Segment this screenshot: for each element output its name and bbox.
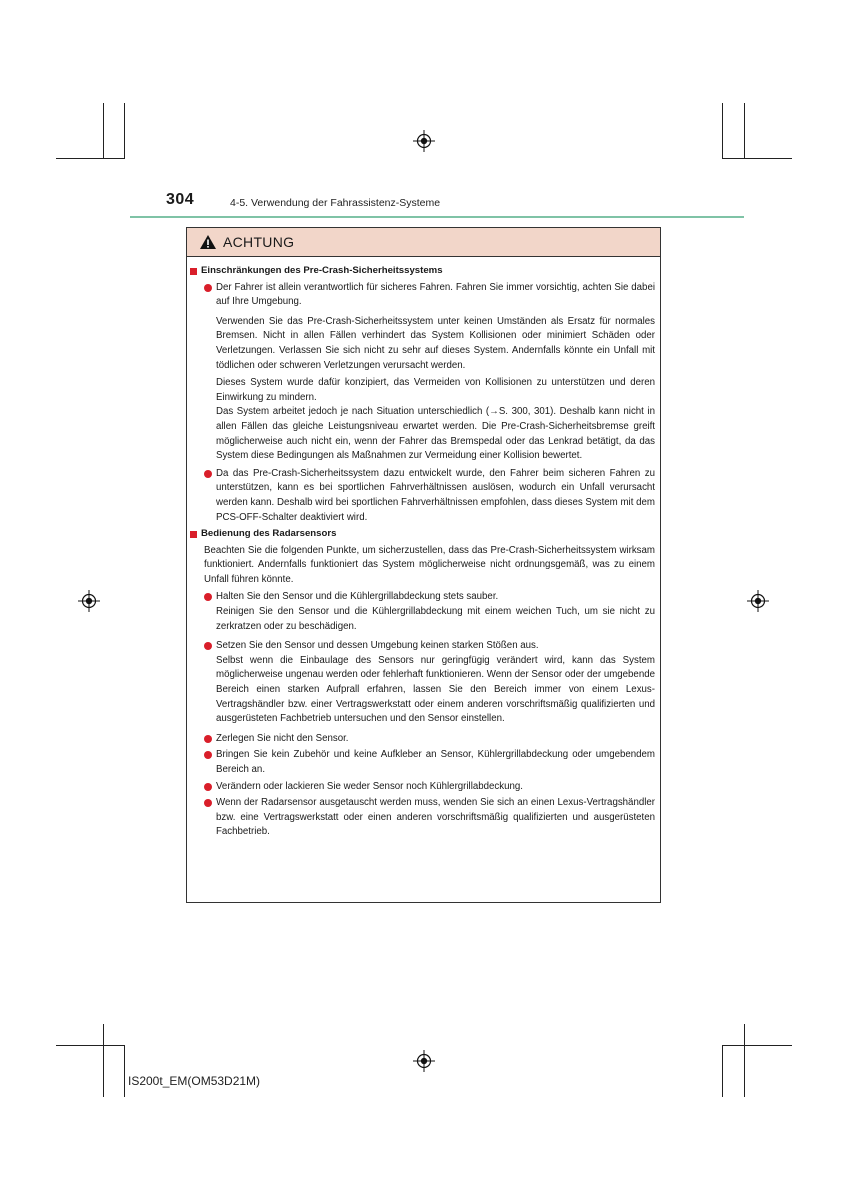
list-item-text: Verändern oder lackieren Sie weder Sensor noch Kühlergrillabdeckung. <box>216 780 523 792</box>
paragraph: Das System arbeitet jedoch je nach Situation unterschiedlich (→S. 300, 301). Deshalb kann nicht in allen Fällen das gleiche Leistungsniveau erwartet werden. Die Pre-Crash-Sicherheitsbremse greift möglicherweise auch nicht ein, wenn der Fahrer das Bremspedal oder das Lenkrad betätigt, da das System diese Bedingungen als Maßnahmen zur Vermeidung einer Kollision bewertet. <box>216 406 655 462</box>
bullet-dot-icon <box>204 593 212 601</box>
warning-box <box>186 227 661 903</box>
section-heading-text: Einschränkungen des Pre-Crash-Sicherheitssystems <box>201 265 443 276</box>
crop-mark <box>722 1045 723 1097</box>
square-bullet-icon <box>190 268 197 275</box>
list-item <box>204 639 655 730</box>
crop-mark <box>103 1024 104 1097</box>
bullet-dot-icon <box>204 783 212 791</box>
bullet-dot-icon <box>204 284 212 292</box>
header-rule <box>130 216 744 218</box>
registration-mark-icon <box>413 1050 435 1072</box>
crop-mark <box>124 103 125 159</box>
registration-mark-icon <box>413 130 435 152</box>
crop-mark <box>722 103 723 159</box>
list-item <box>204 590 655 637</box>
paragraph: Setzen Sie den Sensor und dessen Umgebung keinen starken Stößen aus. <box>216 640 539 652</box>
warning-content <box>187 257 660 840</box>
crop-mark <box>56 158 125 159</box>
list-item <box>204 796 655 840</box>
paragraph: Verwenden Sie das Pre-Crash-Sicherheitssystem unter keinen Umständen als Ersatz für normales Bremsen. Nicht in allen Fällen verhindert das System Kollisionen oder minimiert Schäden oder Verletzungen. Verlassen Sie sich nicht zu sehr auf dieses System. Andernfalls könnte ein Unfall mit tödlichen oder schweren Verletzungen verursacht werden. <box>216 315 655 371</box>
bullet-dot-icon <box>204 470 212 478</box>
paragraph: Selbst wenn die Einbaulage des Sensors nur geringfügig verändert wird, kann das System möglicherweise ungenau werden oder fehlerhaft funktionieren. Wenn der Sensor oder der umgebende Bereich einen starken Aufprall erfahren, lassen Sie den Bereich immer von einem Lexus-Vertragshändler bzw. einer Vertragswerkstatt oder einem anderen vorschriftsmäßig qualifizierten und ausgerüsteten Fachbetrieb untersuchen und den Sensor einstellen. <box>216 654 655 725</box>
list-item-text: Wenn der Radarsensor ausgetauscht werden muss, wenden Sie sich an einen Lexus-Vertragshändler bzw. eine Vertragswerkstatt oder einen anderen vorschriftsmäßig qualifizierten und ausgerüsteten Fachbetrieb. <box>216 797 655 838</box>
list-item-text: Zerlegen Sie nicht den Sensor. <box>216 732 349 744</box>
paragraph: Dieses System wurde dafür konzipiert, das Vermeiden von Kollisionen zu unterstützen und deren Einwirkung zu mindern. <box>216 377 655 403</box>
warning-header <box>187 228 660 257</box>
list-item-text: Da das Pre-Crash-Sicherheitssystem dazu entwickelt wurde, den Fahrer beim sicheren Fahren zu unterstützen, kann es bei sportlichen Fahrverhältnissen auslösen, wodurch ein Unfall verursacht werden kann. Deshalb wird bei sportlichen Fahrverhältnissen empfohlen, dass dieses System mit dem PCS-OFF-Schalter deaktiviert wird. <box>216 467 655 523</box>
square-bullet-icon <box>190 531 197 538</box>
crop-mark <box>744 1024 745 1097</box>
list-item-text <box>216 639 655 730</box>
list-item <box>204 780 655 795</box>
list-item <box>204 467 655 525</box>
crop-mark <box>56 1045 125 1046</box>
warning-triangle-icon <box>199 234 217 250</box>
paragraph: Halten Sie den Sensor und die Kühlergrillabdeckung stets sauber. <box>216 591 499 603</box>
list-item-text: Bringen Sie kein Zubehör und keine Aufkleber an Sensor, Kühlergrillabdeckung oder umgebendem Bereich an. <box>216 749 655 775</box>
crop-mark <box>103 103 104 159</box>
document-code: IS200t_EM(OM53D21M) <box>128 1074 261 1088</box>
crop-mark <box>722 158 792 159</box>
section-heading <box>190 264 655 279</box>
list-item <box>204 732 655 747</box>
list-item-text: Der Fahrer ist allein verantwortlich für sicheres Fahren. Fahren Sie immer vorsichtig, achten Sie dabei auf Ihre Umgebung. <box>216 281 655 308</box>
bullet-dot-icon <box>204 642 212 650</box>
registration-mark-icon <box>747 590 769 612</box>
page-number: 304 <box>166 191 195 208</box>
bullet-dot-icon <box>204 735 212 743</box>
list-item-text <box>216 590 655 637</box>
list-item <box>204 748 655 777</box>
section-heading <box>190 527 655 542</box>
bullet-dot-icon <box>204 799 212 807</box>
bullet-dot-icon <box>204 751 212 759</box>
section-heading-text: Bedienung des Radarsensors <box>201 528 337 540</box>
crop-mark <box>722 1045 792 1046</box>
crop-mark <box>744 103 745 159</box>
crop-mark <box>124 1045 125 1097</box>
warning-title: ACHTUNG <box>223 234 295 250</box>
list-item <box>204 281 655 313</box>
registration-mark-icon <box>78 590 100 612</box>
paragraph: Beachten Sie die folgenden Punkte, um sicherzustellen, dass das Pre-Crash-Sicherheitssystem wirksam funktioniert. Andernfalls funktioniert das System möglicherweise nicht ordnungsgemäß, was zu einem Unfall führen könnte. <box>204 544 655 585</box>
section-title: 4-5. Verwendung der Fahrassistenz-Systeme <box>230 197 441 209</box>
paragraph: Reinigen Sie den Sensor und die Kühlergrillabdeckung mit einem weichen Tuch, um sie nicht zu zerkratzen oder zu beschädigen. <box>216 606 655 632</box>
